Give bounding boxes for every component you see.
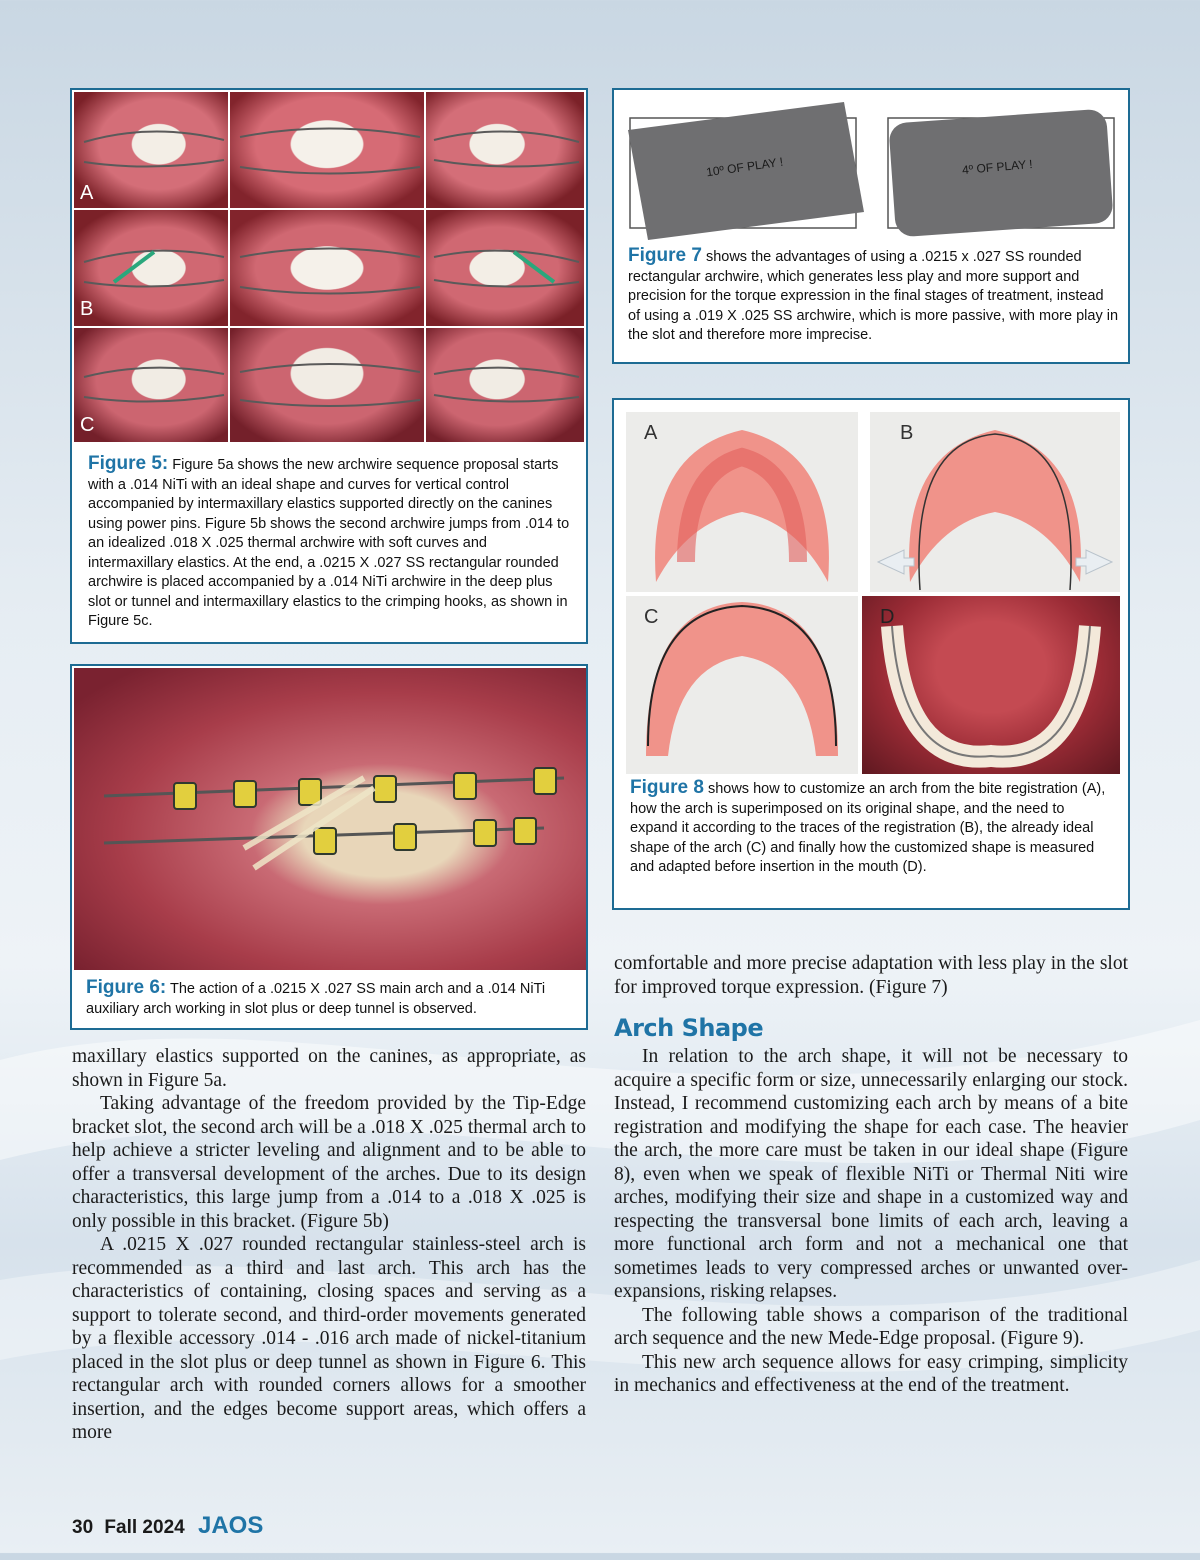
fig8-panel-d <box>862 596 1120 774</box>
figure-6-box <box>70 664 588 1030</box>
figure-6-caption <box>86 978 576 1019</box>
page-footer <box>72 1512 263 1540</box>
right-column <box>614 1045 1128 1398</box>
figure-7-caption <box>628 246 1118 346</box>
fig8-panel-a <box>626 412 858 592</box>
fig5-row-label-b: B <box>80 298 94 320</box>
fig8-label-b: B <box>900 422 914 444</box>
figure-6-label: Figure 6: <box>86 977 167 998</box>
fig8-panel-c <box>626 596 858 774</box>
fig8-label-a: A <box>644 422 658 444</box>
figure-6-photo <box>74 668 586 970</box>
right-paragraph-0: comfortable and more precise adaptation with less play in the slot for improved torque expression. (Figure 7) <box>614 953 1128 998</box>
left-column <box>72 1045 586 1445</box>
right-column-continued <box>614 952 1128 999</box>
right-paragraph-1: In relation to the arch shape, it will not be necessary to acquire a specific form or size, unnecessarily enlarging our stock. Instead, I recommend customizing each arch by means of a bite registration and modifying the shape for each case. The heavier the arch, the more care must be taken in our ideal shape (Figure 8), even when we speak of flexible NiTi or Thermal Niti wire arches, modifying their size and shape in a customized way and respecting the transversal bone limits of each arch, leaving a more functional arch form and not a mechanical one that sometimes leads to very compressed arches or unwanted over-expansions, risking relapses. <box>614 1046 1128 1302</box>
fig8-label-c: C <box>644 606 659 628</box>
right-paragraph-2: The following table shows a comparison of the traditional arch sequence and the new Mede-Edge proposal. (Figure 9). <box>614 1304 1128 1349</box>
figure-8-caption <box>630 778 1116 878</box>
page-number: 30 <box>72 1517 94 1538</box>
figure-8-caption-text: shows how to customize an arch from the bite registration (A), how the arch is superimposed on its original shape, and the need to expand it according to the traces of the registration (B), the already ideal shape of the arch (C) and finally how the customized shape is measured and adapted before insertion in the mouth (D). <box>630 781 1106 875</box>
fig5-row-label-c: C <box>80 414 95 436</box>
figure-7-box <box>612 88 1130 364</box>
fig8-label-d: D <box>880 606 895 628</box>
figure-8-label: Figure 8 <box>630 777 704 798</box>
figure-7-caption-text: shows the advantages of using a .0215 x .027 SS rounded rectangular archwire, which generates less play and more support and precision for the torque expression in the final stages of treatment, instead of using a .019 X .025 SS archwire, which is more passive, with more play in the slot and therefore more imprecise. <box>628 249 1119 343</box>
figure-5-box <box>70 88 588 644</box>
fig7-play-label-left: 10º OF PLAY ! <box>705 154 784 180</box>
fig6-brackets <box>74 668 586 970</box>
figure-7-label: Figure 7 <box>628 245 702 266</box>
figure-6-caption-text: The action of a .0215 X .027 SS main arch and a .014 NiTi auxiliary arch working in slot plus or deep tunnel is observed. <box>86 981 546 1017</box>
left-paragraph-1: maxillary elastics supported on the canines, as appropriate, as shown in Figure 5a. <box>72 1046 586 1091</box>
issue-label: Fall 2024 <box>104 1517 185 1538</box>
fig7-slot-diagram <box>624 100 1124 240</box>
figure-5-photo-grid <box>74 92 586 444</box>
left-paragraph-3: A .0215 X .027 rounded rectangular stainless-steel arch is recommended as a third and last arch. This arch has the characteristics of containing, closing spaces and serving as a support to tolerate second, and third-order movements generated by a flexible accessory .014 - .016 arch made of nickel-titanium placed in the slot plus or deep tunnel as shown in Figure 6. This rectangular arch with rounded corners allows for a smoother insertion, and the edges become support areas, which offers a more <box>72 1234 586 1443</box>
figure-5-label: Figure 5: <box>88 453 169 474</box>
section-heading-arch-shape: Arch Shape <box>614 1014 764 1042</box>
fig5-row-label-a: A <box>80 182 94 204</box>
left-paragraph-2: Taking advantage of the freedom provided by the Tip-Edge bracket slot, the second arch will be a .018 X .025 thermal arch to help achieve a stricter leveling and alignment and to be able to offer a transversal development of the arches. Due to its design characteristics, this large jump from a .014 to a .018 X .025 is only possible in this bracket. (Figure 5b) <box>72 1093 586 1232</box>
figure-5-caption <box>88 454 572 632</box>
figure-8-box <box>612 398 1130 910</box>
right-paragraph-3: This new arch sequence allows for easy crimping, simplicity in mechanics and effectiveness at the end of the treatment. <box>614 1351 1128 1396</box>
figure-5-caption-text: Figure 5a shows the new archwire sequence proposal starts with a .014 NiTi with an ideal shape and curves for vertical control accompanied by intermaxillary elastics supported directly on the canines using power pins. Figure 5b shows the second archwire jumps from .014 to an idealized .018 X .025 thermal archwire with soft curves and intermaxillary elastics. At the end, a .0215 X .027 SS rectangular rounded archwire is placed accompanied by a .014 NiTi archwire in the deep plus slot or tunnel and intermaxillary elastics to the crimping hooks, as shown in Figure 5c. <box>88 457 570 629</box>
fig7-play-label-right: 4º OF PLAY ! <box>961 156 1034 178</box>
fig5-archwires <box>74 92 586 444</box>
journal-logo: JAOS <box>197 1512 264 1539</box>
